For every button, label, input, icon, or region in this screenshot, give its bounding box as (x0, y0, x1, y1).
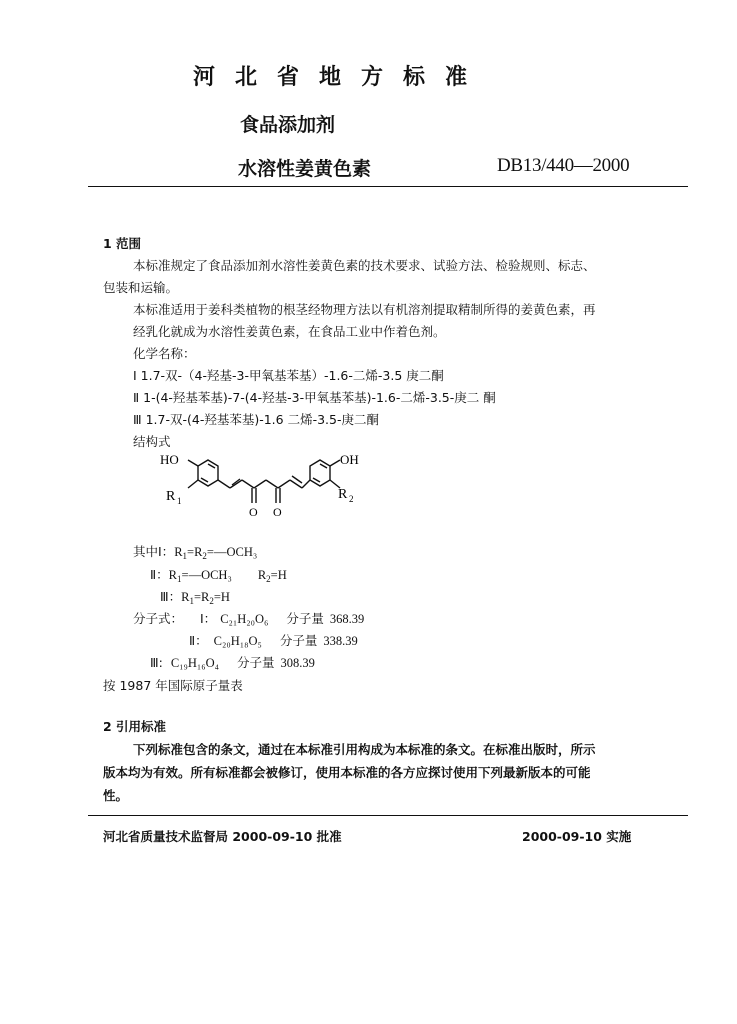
structure-left-substituent-index: 1 (177, 496, 182, 506)
footer-rule (88, 815, 688, 816)
structure-carbonyl-1: O (249, 505, 258, 519)
structure-left-hydroxyl: HO (160, 452, 179, 467)
standard-number: DB13/440—2000 (497, 155, 630, 176)
structure-carbonyl-2: O (273, 505, 282, 519)
formula-row-2: Ⅱ： C₂₀H₁₈O₅ 分子量 338.39 (189, 633, 358, 648)
standard-title: 河北省地方标准 (193, 65, 488, 90)
scope-para1-line1: 本标准规定了食品添加剂水溶性姜黄色素的技术要求、试验方法、检验规则、标志、 (133, 258, 596, 273)
chem-name-label: 化学名称： (133, 346, 196, 361)
standard-subtitle: 食品添加剂 (240, 114, 336, 136)
structure-right-substituent-index: 2 (349, 494, 354, 504)
scope-para1-line2: 包装和运输。 (103, 280, 179, 295)
section2-heading: 2 引用标准 (103, 719, 167, 734)
scope-para2-line2: 经乳化就成为水溶性姜黄色素，在食品工业中作着色剂。 (133, 324, 446, 339)
substituent-row-3: Ⅲ：$R_1=R_2=H$ (160, 589, 230, 606)
formula-row-1: Ⅰ： C₂₁H₂₀O₆ 分子量 368.39 (200, 611, 365, 626)
header-rule (88, 186, 688, 187)
product-name: 水溶性姜黄色素 (238, 158, 372, 180)
structure-right-substituent: R (338, 487, 348, 502)
references-line-2: 版本均为有效。所有标准都会被修订，使用本标准的各方应探讨使用下列最新版本的可能 (103, 765, 591, 780)
formula-label: 分子式： (133, 611, 184, 626)
scope-para2-line1: 本标准适用于姜科类植物的根茎经物理方法以有机溶剂提取精制所得的姜黄色素，再 (133, 302, 596, 317)
substituent-row-1: 其中Ⅰ：$R_1=R_2=—OCH_3$ (133, 544, 258, 561)
chem-name-3: Ⅲ 1.7-双-(4-羟基苯基)-1.6 二烯-3.5-庚二酮 (133, 412, 379, 427)
approval-statement: 河北省质量技术监督局 2000-09-10 批准 (103, 829, 342, 844)
atomic-weight-note: 按 1987 年国际原子量表 (103, 678, 243, 693)
references-line-1: 下列标准包含的条文，通过在本标准引用构成为本标准的条文。在标准出版时，所示 (133, 742, 596, 757)
curcumin-structure-diagram (150, 448, 380, 528)
chem-name-1: Ⅰ 1.7-双-（4-羟基-3-甲氧基苯基）-1.6-二烯-3.5 庚二酮 (133, 368, 444, 383)
implementation-date: 2000-09-10 实施 (522, 829, 632, 844)
structure-label: 结构式 (133, 434, 171, 449)
section1-heading: 1 范围 (103, 236, 142, 251)
chem-name-2: Ⅱ 1-(4-羟基苯基)-7-(4-羟基-3-甲氧基苯基)-1.6-二烯-3.5-庚二 酮 (133, 390, 496, 405)
references-line-3: 性。 (103, 788, 129, 803)
structure-right-hydroxyl: OH (340, 452, 359, 467)
substituent-row-2: Ⅱ：$R_1=—OCH_3$ $R_2=H$ (150, 567, 287, 584)
formula-row-3: Ⅲ: C₁₉H₁₆O₄ 分子量 308.39 (150, 655, 315, 670)
structure-left-substituent: R (166, 489, 176, 504)
